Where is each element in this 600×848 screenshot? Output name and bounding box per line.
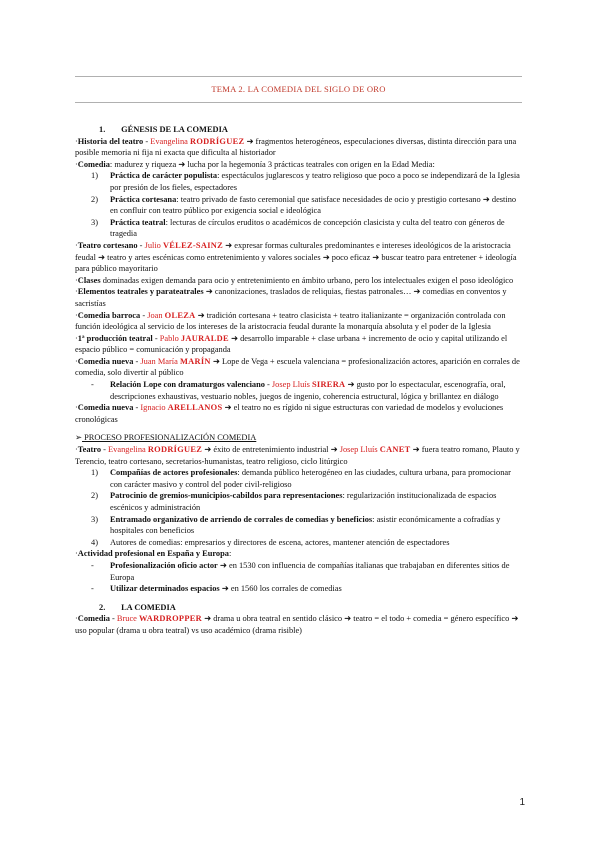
paragraph-comedia-barroca: ·Comedia barroca - Joan OLEZA ➜ tradición cortesana + teatro clasicista + teatro italianizante = organización controlada con función ideológica al servicio de los intereses de la aristocracia feudal durante la monarquía absoluta y el poder de la Iglesia	[75, 310, 506, 332]
list-item: 3) Práctica teatral: lecturas de círculos eruditos o académicos de concepción clasicista y culta del teatro con géneros de tragedia	[91, 217, 505, 239]
page-number: 1	[519, 797, 525, 808]
list-item: - Profesionalización oficio actor ➜ en 1530 con influencia de compañías italianas que trabajaban en diferentes sitios de Europa	[91, 560, 510, 582]
list-item: - Relación Lope con dramaturgos valenciano - Josep Lluís SIRERA ➜ gusto por lo espectacular, escenografía, oral, descripciones exhaustivas, vestuario nobles, juegos de ingenio, coherencia estructural, lógica y brillantez en diálogo	[91, 380, 506, 401]
paragraph-comedia: ·Comedia: madurez y riqueza ➜ lucha por la hegemonía 3 prácticas teatrales con origen en la Edad Media:	[75, 159, 435, 169]
compania-list	[75, 467, 525, 548]
practicas-list	[75, 170, 525, 240]
paragraph-clases: ·Clases dominadas exigen demanda para ocio y entretenimiento en ámbito urbano, pero los intelectuales exigen el poso ideológico	[75, 275, 514, 285]
title-rule	[75, 102, 522, 103]
paragraph-comedia-nueva-2: ·Comedia nueva - Ignacio ARELLANOS ➜ el teatro no es rígido ni sigue estructuras con variedad de modelos y evoluciones cronológicas	[75, 403, 504, 424]
relacion-list	[75, 379, 525, 402]
paragraph-elementos: ·Elementos teatrales y parateatrales ➜ canonizaciones, traslados de reliquias, fiestas patronales… ➜ comedias en conventos y sacristías	[75, 287, 507, 308]
paragraph-produccion: ·1ª producción teatral - Pablo JAURALDE ➜ desarrollo imparable + clase urbana + incremento de ocio y capital utilizando el espacio público = comunicación y propaganda	[75, 333, 508, 355]
document-body	[75, 124, 525, 637]
paragraph-teatro-cortesano: ·Teatro cortesano - Julio VÉLEZ-SAINZ ➜ expresar formas culturales predominantes e intereses ideológicos de la aristocracia feudal ➜ teatro y artes escénicas como entretenimiento y valores sociales ➜ poco eficaz ➜ buscar teatro para entretener + ideología para público mayoritario	[75, 240, 517, 274]
paragraph-comedia-2: ·Comedia - Bruce WARDROPPER ➜ drama u obra teatral en sentido clásico ➜ teatro = el todo + comedia = género específico ➜ uso popular (drama u obra teatral) vs uso académico (drama risible)	[75, 614, 519, 635]
actividad-list	[75, 560, 525, 595]
page-title: TEMA 2. LA COMEDIA DEL SIGLO DE ORO	[211, 84, 386, 94]
paragraph-historia: ·Historia del teatro - Evangelina RODRÍGUEZ ➜ fragmentos heterogéneos, especulaciones diversas, distinta dirección para una posible memoria ni fija ni exacta que dificulta al historiador	[75, 136, 517, 158]
paragraph-teatro: ·Teatro - Evangelina RODRÍGUEZ ➜ éxito de entretenimiento industrial ➜ Josep Lluís CANET ➜ fuera teatro romano, Plauto y Terencio, teatro cortesano, secretarios-humanistas, teatro religioso, ciclo litúrgico	[75, 445, 520, 466]
list-item: - Utilizar determinados espacios ➜ en 1560 los corrales de comedias	[91, 584, 342, 594]
paragraph-comedia-nueva-1: ·Comedia nueva - Juan María MARÍN ➜ Lope de Vega + escuela valenciana = profesionalización actores, aparición en corrales de comedia, solo divertir al público	[75, 356, 520, 378]
section-heading-1: 1. GÉNESIS DE LA COMEDIA	[99, 125, 228, 134]
section-heading-2: 2. LA COMEDIA	[99, 602, 176, 612]
paragraph-actividad: ·Actividad profesional en España y Europa:	[75, 549, 232, 559]
top-rule	[75, 76, 522, 77]
list-item: 2) Patrocinio de gremios-municipios-cabildos para representaciones: regularización institucionalizada de espacios escénicos y administración	[91, 491, 497, 512]
list-item: 1) Compañías de actores profesionales: demanda público heterogéneo en las ciudades, cultura urbana, para promocionar con carácter masivo y control del poder civil-religioso	[91, 468, 511, 489]
list-item: 2) Práctica cortesana: teatro privado de fasto ceremonial que satisface necesidades de ocio y prestigio cortesano ➜ destino en confluir con teatro público por exigencia social e ideológica	[91, 194, 517, 216]
list-item: 4) Autores de comedias: empresarios y directores de escena, actores, mantener atención de espectadores	[91, 537, 450, 547]
list-item: 1) Práctica de carácter populista: espectáculos juglarescos y teatro religioso que poco a poco se independizará de la Iglesia por presión de los fieles, espectadores	[91, 171, 520, 192]
proceso-heading: ➢ PROCESO PROFESIONALIZACIÓN COMEDIA	[75, 433, 257, 443]
list-item: 3) Entramado organizativo de arriendo de corrales de comedias y beneficios: asistir económicamente a cofradías y hospitales con beneficios	[91, 514, 501, 536]
